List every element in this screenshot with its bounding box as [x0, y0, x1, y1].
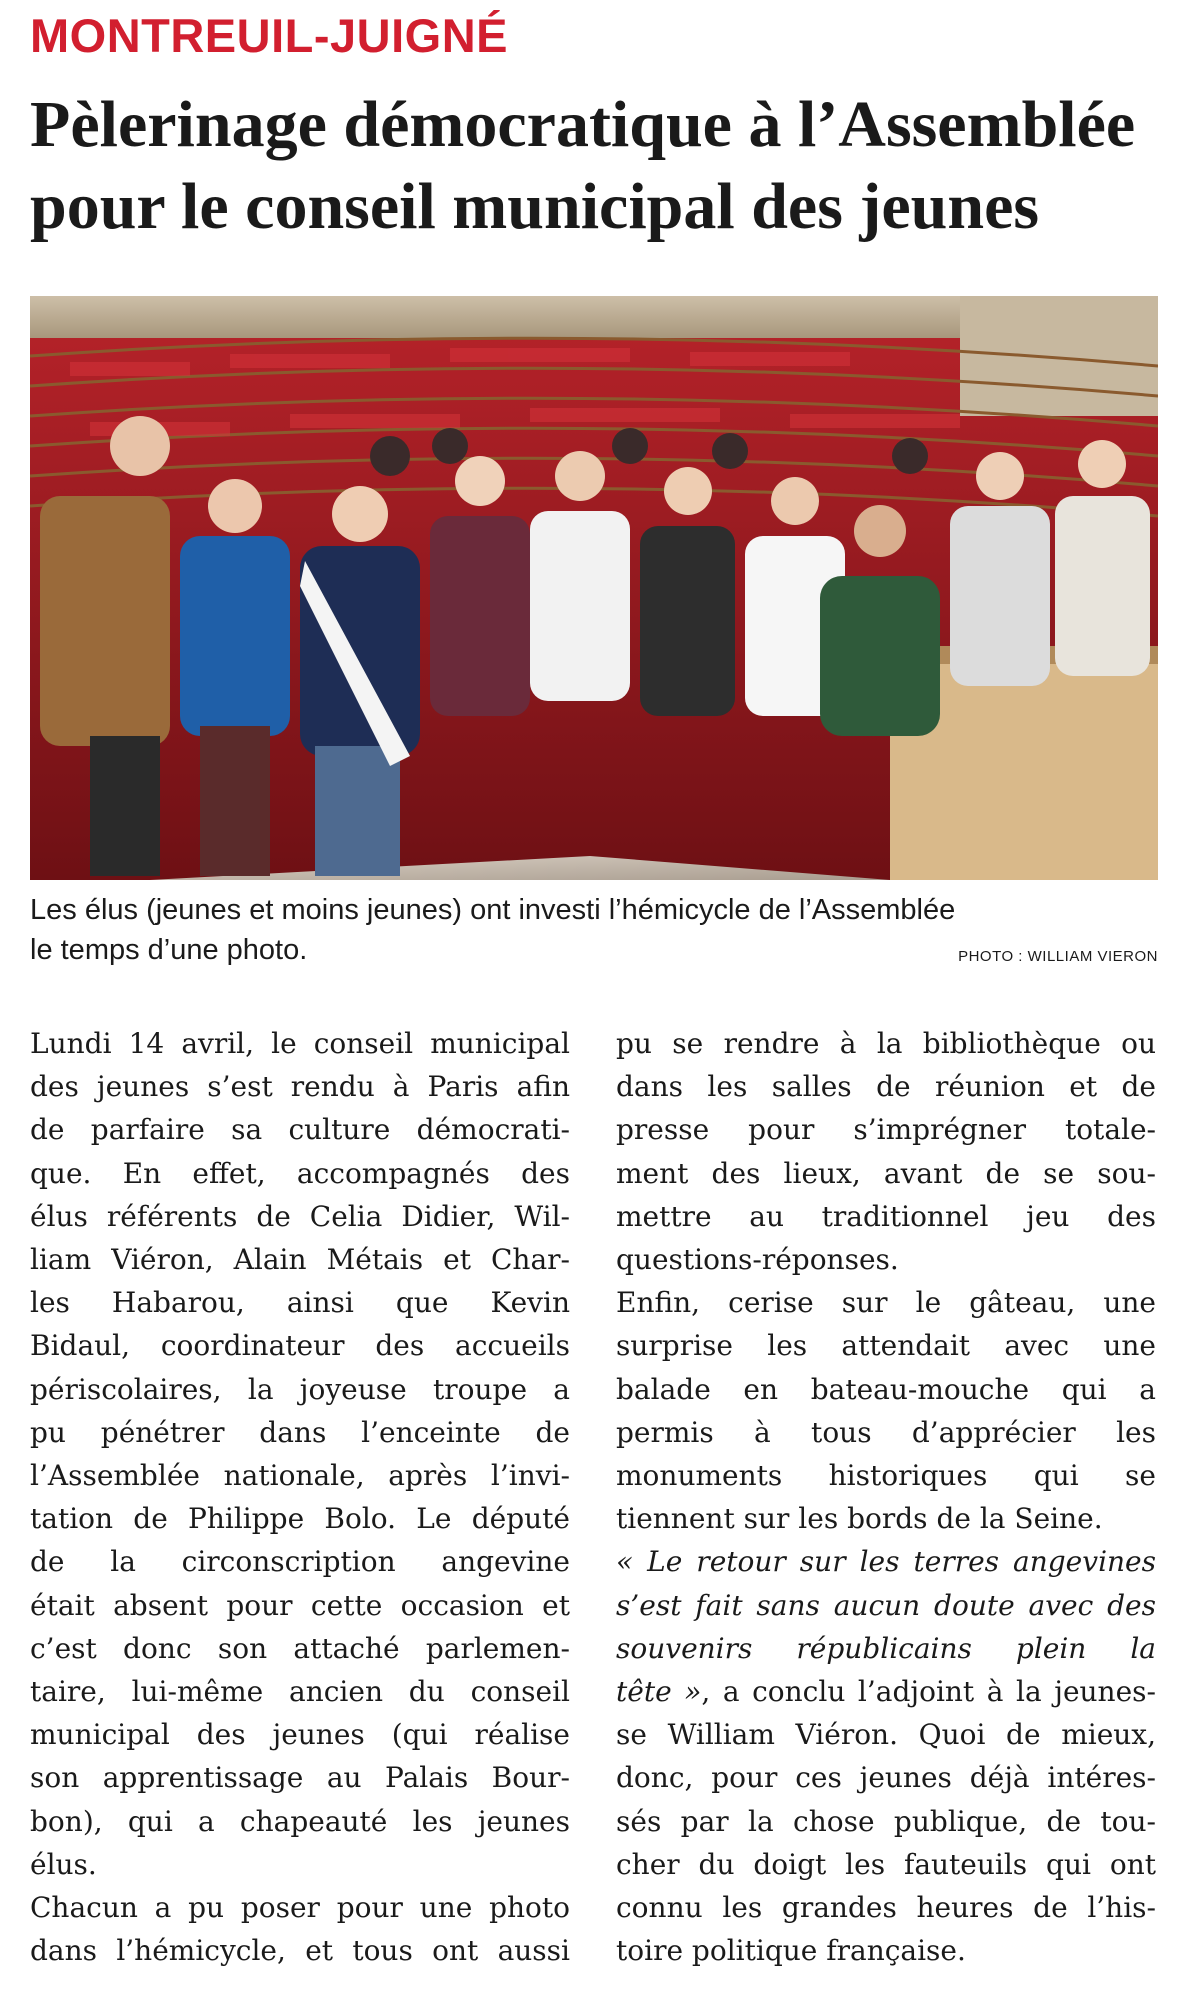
text-line: connu les grandes heures de l’his- — [616, 1891, 1156, 1925]
text-line: balade en bateau-mouche qui a — [616, 1372, 1156, 1406]
paragraph-1 — [30, 1022, 570, 1886]
photo-credit: PHOTO : WILLIAM VIERON — [958, 948, 1158, 965]
text-line: donc, pour ces jeunes déjà intéres- — [616, 1761, 1156, 1795]
section-kicker: MONTREUIL-JUIGNÉ — [30, 9, 508, 62]
headline — [30, 84, 1170, 248]
text-line: des jeunes s’est rendu à Paris afin — [30, 1070, 570, 1104]
text-line: ment des lieux, avant de se sou- — [616, 1156, 1156, 1190]
text-line: bon), qui a chapeauté les jeunes — [30, 1804, 570, 1838]
text-line: Lundi 14 avril, le conseil municipal — [30, 1027, 570, 1060]
text-line: élus. — [30, 1847, 97, 1881]
text-line: pu pénétrer dans l’enceinte de — [30, 1415, 570, 1449]
text-line: presse pour s’imprégner totale- — [616, 1113, 1156, 1147]
text-line: Bidaul, coordinateur des accueils — [30, 1329, 570, 1363]
text-line: sés par la chose publique, de tou- — [616, 1804, 1156, 1838]
article-photo — [30, 296, 1158, 880]
text-line: tiennent sur les bords de la Seine. — [616, 1502, 1103, 1536]
text-line: se William Viéron. Quoi de mieux, — [616, 1718, 1156, 1752]
headline-line-2: pour le conseil municipal des jeunes — [30, 170, 1040, 243]
text-line: liam Viéron, Alain Métais et Char- — [30, 1243, 570, 1277]
text-line: l’Assemblée nationale, après l’invi- — [30, 1459, 570, 1493]
text-line: toire politique française. — [616, 1934, 966, 1968]
text-line: que. En effet, accompagnés des — [30, 1156, 570, 1190]
text-line: dans les salles de réunion et de — [616, 1070, 1156, 1104]
text-line: cher du doigt les fauteuils qui ont — [616, 1847, 1156, 1881]
quote-line — [616, 1584, 1156, 1627]
text-line: mettre au traditionnel jeu des — [616, 1199, 1156, 1233]
text-line: les Habarou, ainsi que Kevin — [30, 1286, 570, 1320]
text-line: dans l’hémicycle, et tous ont aussi — [30, 1934, 570, 1968]
text-line: taire, lui-même ancien du conseil — [30, 1675, 570, 1709]
paragraph-3 — [616, 1281, 1156, 1540]
text-line: périscolaires, la joyeuse troupe a — [30, 1372, 570, 1406]
text-line: monuments historiques qui se — [616, 1459, 1156, 1493]
text-line: permis à tous d’apprécier les — [616, 1415, 1156, 1449]
text-line: élus référents de Celia Didier, Wil- — [30, 1199, 570, 1233]
article-column-left — [30, 1022, 570, 1972]
text-line: municipal des jeunes (qui réalise — [30, 1718, 570, 1752]
quote-line — [616, 1627, 1156, 1670]
text-line: c’est donc son attaché parlemen- — [30, 1631, 570, 1665]
quote-line — [616, 1540, 1156, 1583]
text-line: son apprentissage au Palais Bour- — [30, 1761, 570, 1795]
quote-attribution: , a conclu l’adjoint à la jeunes- — [701, 1675, 1156, 1709]
text-line: pu se rendre à la bibliothèque ou — [616, 1027, 1156, 1060]
text-line: de la circonscription angevine — [30, 1545, 570, 1579]
paragraph-4 — [616, 1540, 1156, 1972]
quote-text: s’est fait sans aucun doute avec des — [616, 1588, 1156, 1622]
text-line: Enfin, cerise sur le gâteau, une — [616, 1286, 1156, 1320]
paragraph-2 — [30, 1886, 570, 1972]
quote-text: « Le retour sur les terres angevines — [616, 1545, 1156, 1579]
headline-line-1: Pèlerinage démocratique à l’Assemblée — [30, 88, 1136, 161]
caption-line-1: Les élus (jeunes et moins jeunes) ont investi l’hémicycle de l’Assemblée — [30, 894, 956, 926]
paragraph-2-continued — [616, 1022, 1156, 1281]
text-line: surprise les attendait avec une — [616, 1329, 1156, 1363]
text-line: questions-réponses. — [616, 1243, 899, 1277]
text-line: était absent pour cette occasion et — [30, 1588, 570, 1622]
text-line: Chacun a pu poser pour une photo — [30, 1891, 570, 1925]
text-line: tation de Philippe Bolo. Le député — [30, 1502, 570, 1536]
quote-text: tête » — [616, 1675, 702, 1709]
article-column-right — [616, 1022, 1156, 1972]
caption-line-2: le temps d’une photo. — [30, 934, 308, 966]
text-line: de parfaire sa culture démocrati- — [30, 1113, 570, 1147]
quote-line — [616, 1670, 1156, 1713]
quote-text: souvenirs républicains plein la — [616, 1631, 1156, 1665]
